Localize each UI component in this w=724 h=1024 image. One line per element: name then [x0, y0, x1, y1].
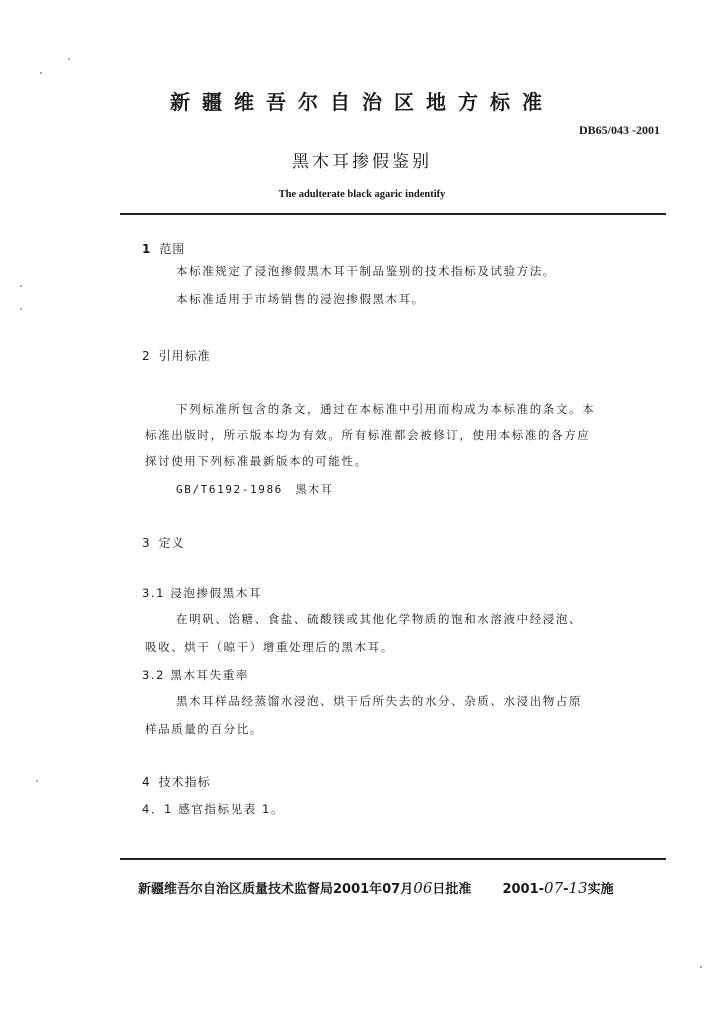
- approval-day-handwritten: 06: [413, 879, 433, 897]
- approval-suffix: 日批准: [432, 882, 472, 897]
- section-4-number: 4: [142, 775, 151, 789]
- implementation-separator: -: [563, 882, 569, 897]
- section-2-number: 2: [142, 349, 151, 363]
- definition-3-2-title: 3.2 黑木耳失重率: [142, 668, 249, 682]
- implementation-prefix: 2001-: [502, 882, 545, 897]
- section-2-heading: [142, 347, 211, 364]
- section-1-heading: [142, 240, 185, 257]
- scan-speck: [36, 780, 38, 782]
- definition-3-1-line-1: 在明矾、饴糖、食盐、硫酸镁或其他化学物质的饱和水溶液中经浸泡、: [176, 612, 583, 626]
- section-2-line-2: 标准出版时，所示版本均为有效。所有标准都会被修订，使用本标准的各方应: [145, 428, 591, 442]
- implementation-day-handwritten: 13: [568, 879, 588, 897]
- approval-line: [138, 878, 614, 897]
- definition-3-1-title: 3.1 浸泡掺假黑木耳: [142, 586, 263, 600]
- definition-3-1-line-2: 吸收、烘干（晾干）增重处理后的黑木耳。: [145, 640, 394, 654]
- section-3-title: 定义: [158, 536, 185, 550]
- approval-prefix: 新疆维吾尔自治区质量技术监督局2001年07月: [138, 882, 414, 897]
- scan-speck: [40, 72, 42, 74]
- section-4-heading: [142, 773, 211, 790]
- section-4-title: 技术指标: [158, 775, 211, 789]
- header-divider: [120, 213, 666, 215]
- section-1-title: 范围: [159, 242, 186, 256]
- document-title: 黑木耳掺假鉴别: [292, 152, 432, 172]
- section-4-paragraph-1: 4．1 感官指标见表 1。: [142, 802, 285, 816]
- footer-divider: [120, 858, 666, 860]
- issuing-authority: 新疆维吾尔自治区地方标准: [170, 90, 554, 114]
- scan-speck: [68, 58, 70, 60]
- section-1-paragraph-1: 本标准规定了浸泡掺假黑木耳干制品鉴别的技术指标及试验方法。: [176, 264, 556, 278]
- scan-speck: [20, 308, 22, 310]
- section-3-heading: [142, 534, 185, 551]
- section-1-number: 1: [142, 242, 152, 256]
- section-2-line-1: 下列标准所包含的条文，通过在本标准中引用而构成为本标准的条文。本: [176, 402, 596, 416]
- implementation-month-handwritten: 07: [544, 879, 564, 897]
- scan-speck: [700, 966, 702, 968]
- section-2-reference: GB/T6192-1986 黑木耳: [176, 483, 334, 496]
- section-2-title: 引用标准: [158, 349, 211, 363]
- section-2-line-3: 探讨使用下列标准最新版本的可能性。: [145, 454, 368, 468]
- scan-speck: [20, 285, 22, 287]
- definition-3-2-line-1: 黑木耳样品经蒸馏水浸泡、烘干后所失去的水分、杂质、水浸出物占原: [176, 694, 583, 708]
- document-title-english: The adulterate black agaric indentify: [278, 189, 446, 200]
- implementation-suffix: 实施: [587, 882, 614, 897]
- section-1-paragraph-2: 本标准适用于市场销售的浸泡掺假黑木耳。: [176, 292, 425, 306]
- section-3-number: 3: [142, 536, 151, 550]
- standard-number: DB65/043 -2001: [579, 123, 660, 137]
- definition-3-2-line-2: 样品质量的百分比。: [145, 722, 263, 736]
